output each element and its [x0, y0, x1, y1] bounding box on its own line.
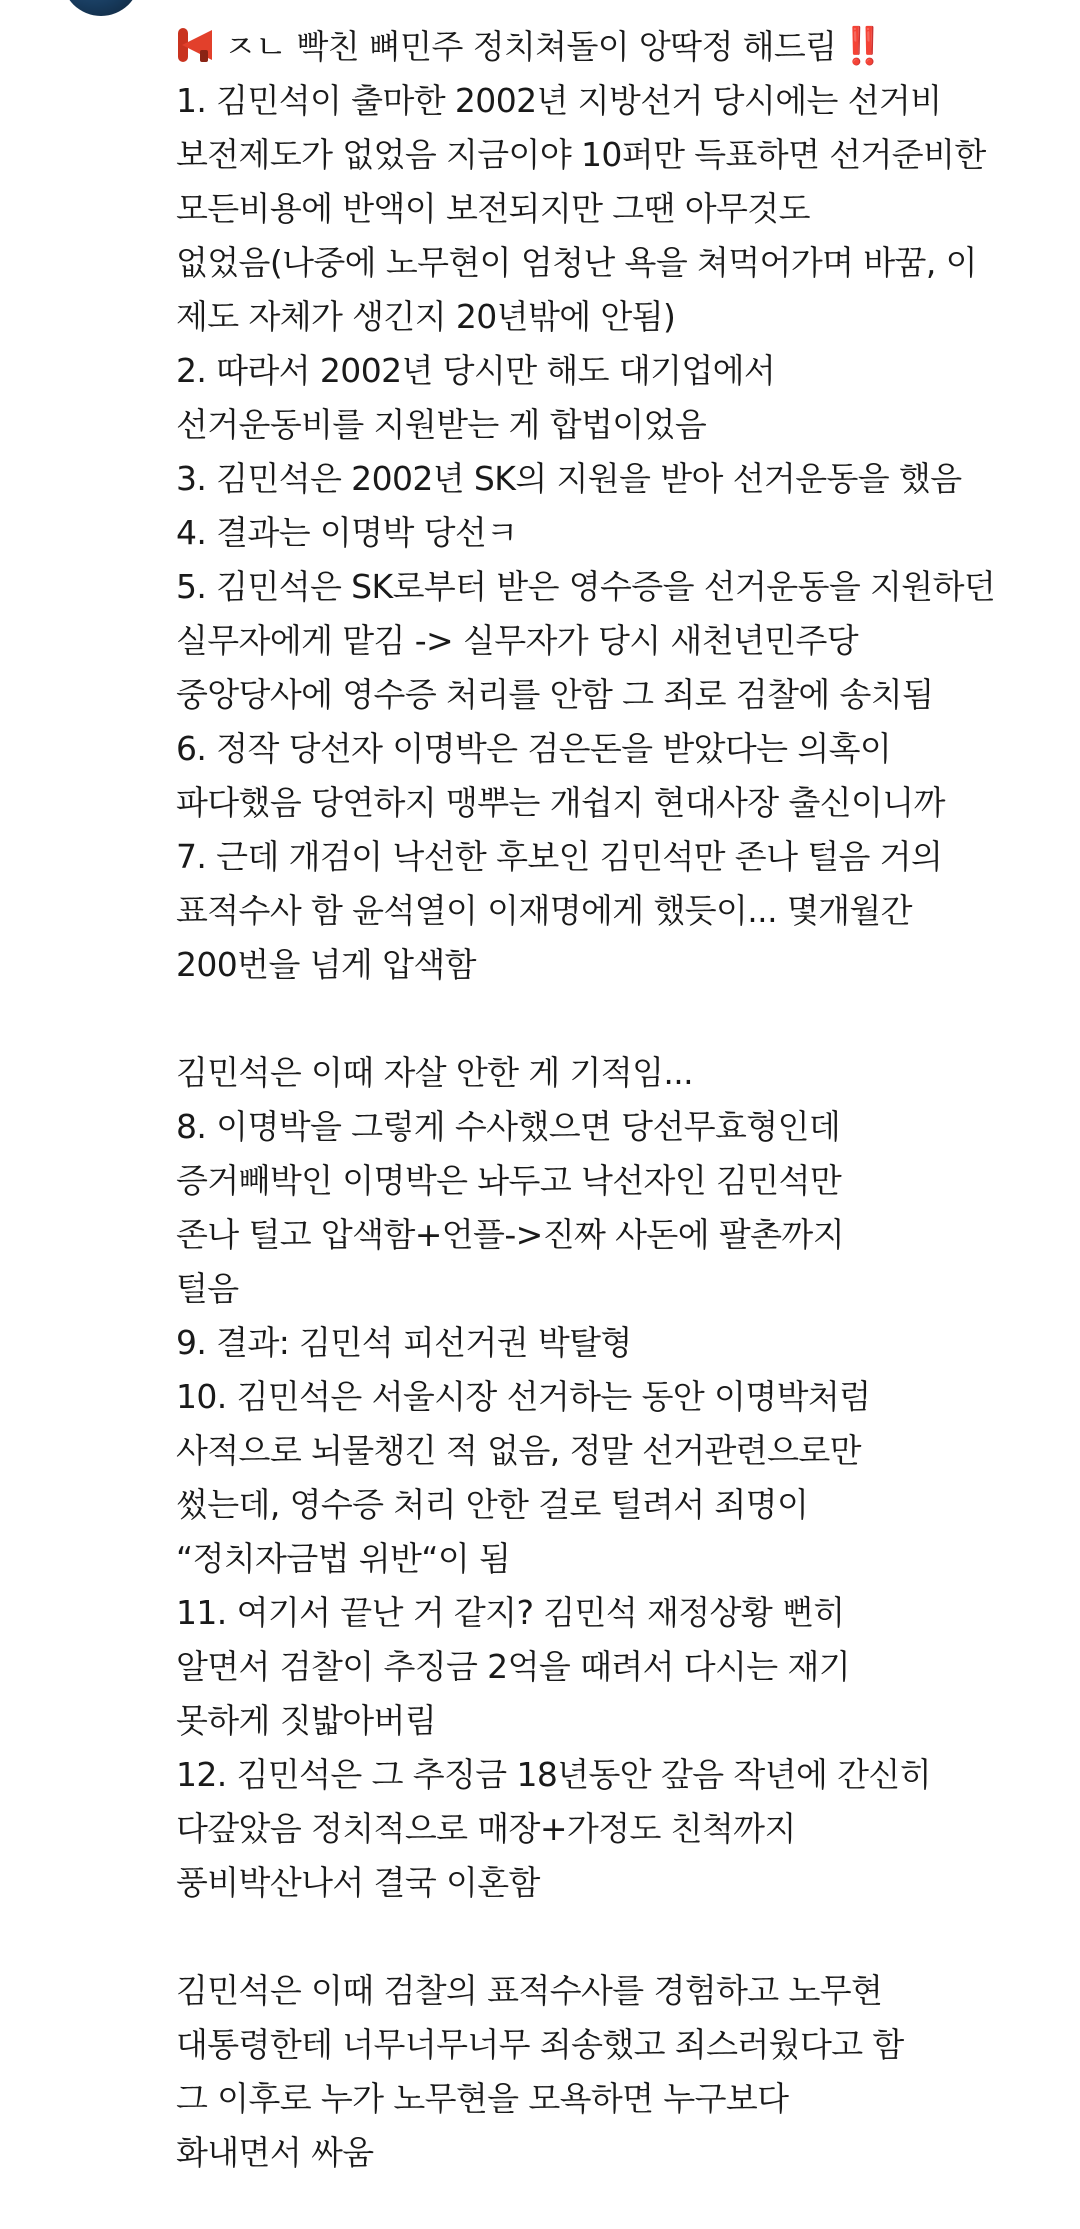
post-line: 12. 김민석은 그 추징금 18년동안 갚음 작년에 간신히	[176, 1755, 931, 1794]
post-line: 표적수사 함 윤석열이 이재명에게 했듯이... 몇개월간	[176, 891, 912, 930]
post-line: 11. 여기서 끝난 거 같지? 김민석 재정상황 뻔히	[176, 1593, 845, 1632]
post-line: 파다했음 당연하지 맹뿌는 개쉽지 현대사장 출신이니까	[176, 783, 945, 822]
post-line: 존나 털고 압색함+언플->진짜 사돈에 팔촌까지	[176, 1215, 844, 1254]
post-line: 털음	[176, 1269, 239, 1308]
post-line: “정치자금법 위반“이 됨	[176, 1539, 511, 1578]
post-line: 9. 결과: 김민석 피선거권 박탈형	[176, 1323, 632, 1362]
post-line: 2. 따라서 2002년 당시만 해도 대기업에서	[176, 351, 776, 390]
post-line: 보전제도가 없었음 지금이야 10퍼만 득표하면 선거준비한	[176, 135, 986, 174]
post-lines	[176, 74, 1056, 2180]
post-line: 김민석은 이때 자살 안한 게 기적임...	[176, 1053, 694, 1092]
post-line: 1. 김민석이 출마한 2002년 지방선거 당시에는 선거비	[176, 81, 942, 120]
post-line: 풍비박산나서 결국 이혼함	[176, 1863, 540, 1902]
post-line: 중앙당사에 영수증 처리를 안함 그 죄로 검찰에 송치됨	[176, 675, 934, 714]
post-line: 썼는데, 영수증 처리 안한 걸로 털려서 죄명이	[176, 1485, 809, 1524]
post-line: 없었음(나중에 노무현이 엄청난 욕을 쳐먹어가며 바꿈, 이	[176, 243, 977, 282]
post-line: 8. 이명박을 그렇게 수사했으면 당선무효형인데	[176, 1107, 841, 1146]
post-line: 사적으로 뇌물챙긴 적 없음, 정말 선거관련으로만	[176, 1431, 861, 1470]
post-line: 10. 김민석은 서울시장 선거하는 동안 이명박처럼	[176, 1377, 871, 1416]
post-line: 실무자에게 맡김 -> 실무자가 당시 새천년민주당	[176, 621, 859, 660]
post-line: 제도 자체가 생긴지 20년밖에 안됨)	[176, 297, 676, 336]
post-body	[176, 20, 1056, 2180]
post-line: 화내면서 싸움	[176, 2133, 374, 2172]
post-line: 5. 김민석은 SK로부터 받은 영수증을 선거운동을 지원하던	[176, 567, 996, 606]
post-line: 알면서 검찰이 추징금 2억을 때려서 다시는 재기	[176, 1647, 851, 1686]
post-line: 김민석은 이때 검찰의 표적수사를 경험하고 노무현	[176, 1971, 883, 2010]
double-exclamation-icon: ‼️	[840, 26, 880, 67]
post-line: 모든비용에 반액이 보전되지만 그땐 아무것도	[176, 189, 810, 228]
post-line: 대통령한테 너무너무너무 죄송했고 죄스러웠다고 함	[176, 2025, 904, 2064]
post-line: 선거운동비를 지원받는 게 합법이었음	[176, 405, 707, 444]
post-line: 그 이후로 누가 노무현을 모욕하면 누구보다	[176, 2079, 789, 2118]
post-line: 다갚았음 정치적으로 매장+가정도 친척까지	[176, 1809, 796, 1848]
blank-line	[176, 1910, 1056, 1964]
post-line: 4. 결과는 이명박 당선ㅋ	[176, 513, 518, 552]
post-line: 증거빼박인 이명박은 놔두고 낙선자인 김민석만	[176, 1161, 842, 1200]
post-line: 200번을 넘게 압색함	[176, 945, 476, 984]
post-line: 7. 근데 개검이 낙선한 후보인 김민석만 존나 털음 거의	[176, 837, 943, 876]
blank-line	[176, 992, 1056, 1046]
post-headline	[176, 20, 1056, 74]
megaphone-icon	[176, 28, 220, 62]
post-line: 6. 정작 당선자 이명박은 검은돈을 받았다는 의혹이	[176, 729, 892, 768]
avatar[interactable]	[62, 0, 140, 16]
post-line: 못하게 짓밟아버림	[176, 1701, 437, 1740]
headline-text: ㅈㄴ 빡친 뼈민주 정치쳐돌이 앙딱정 해드림	[224, 27, 837, 66]
post-line: 3. 김민석은 2002년 SK의 지원을 받아 선거운동을 했음	[176, 459, 962, 498]
